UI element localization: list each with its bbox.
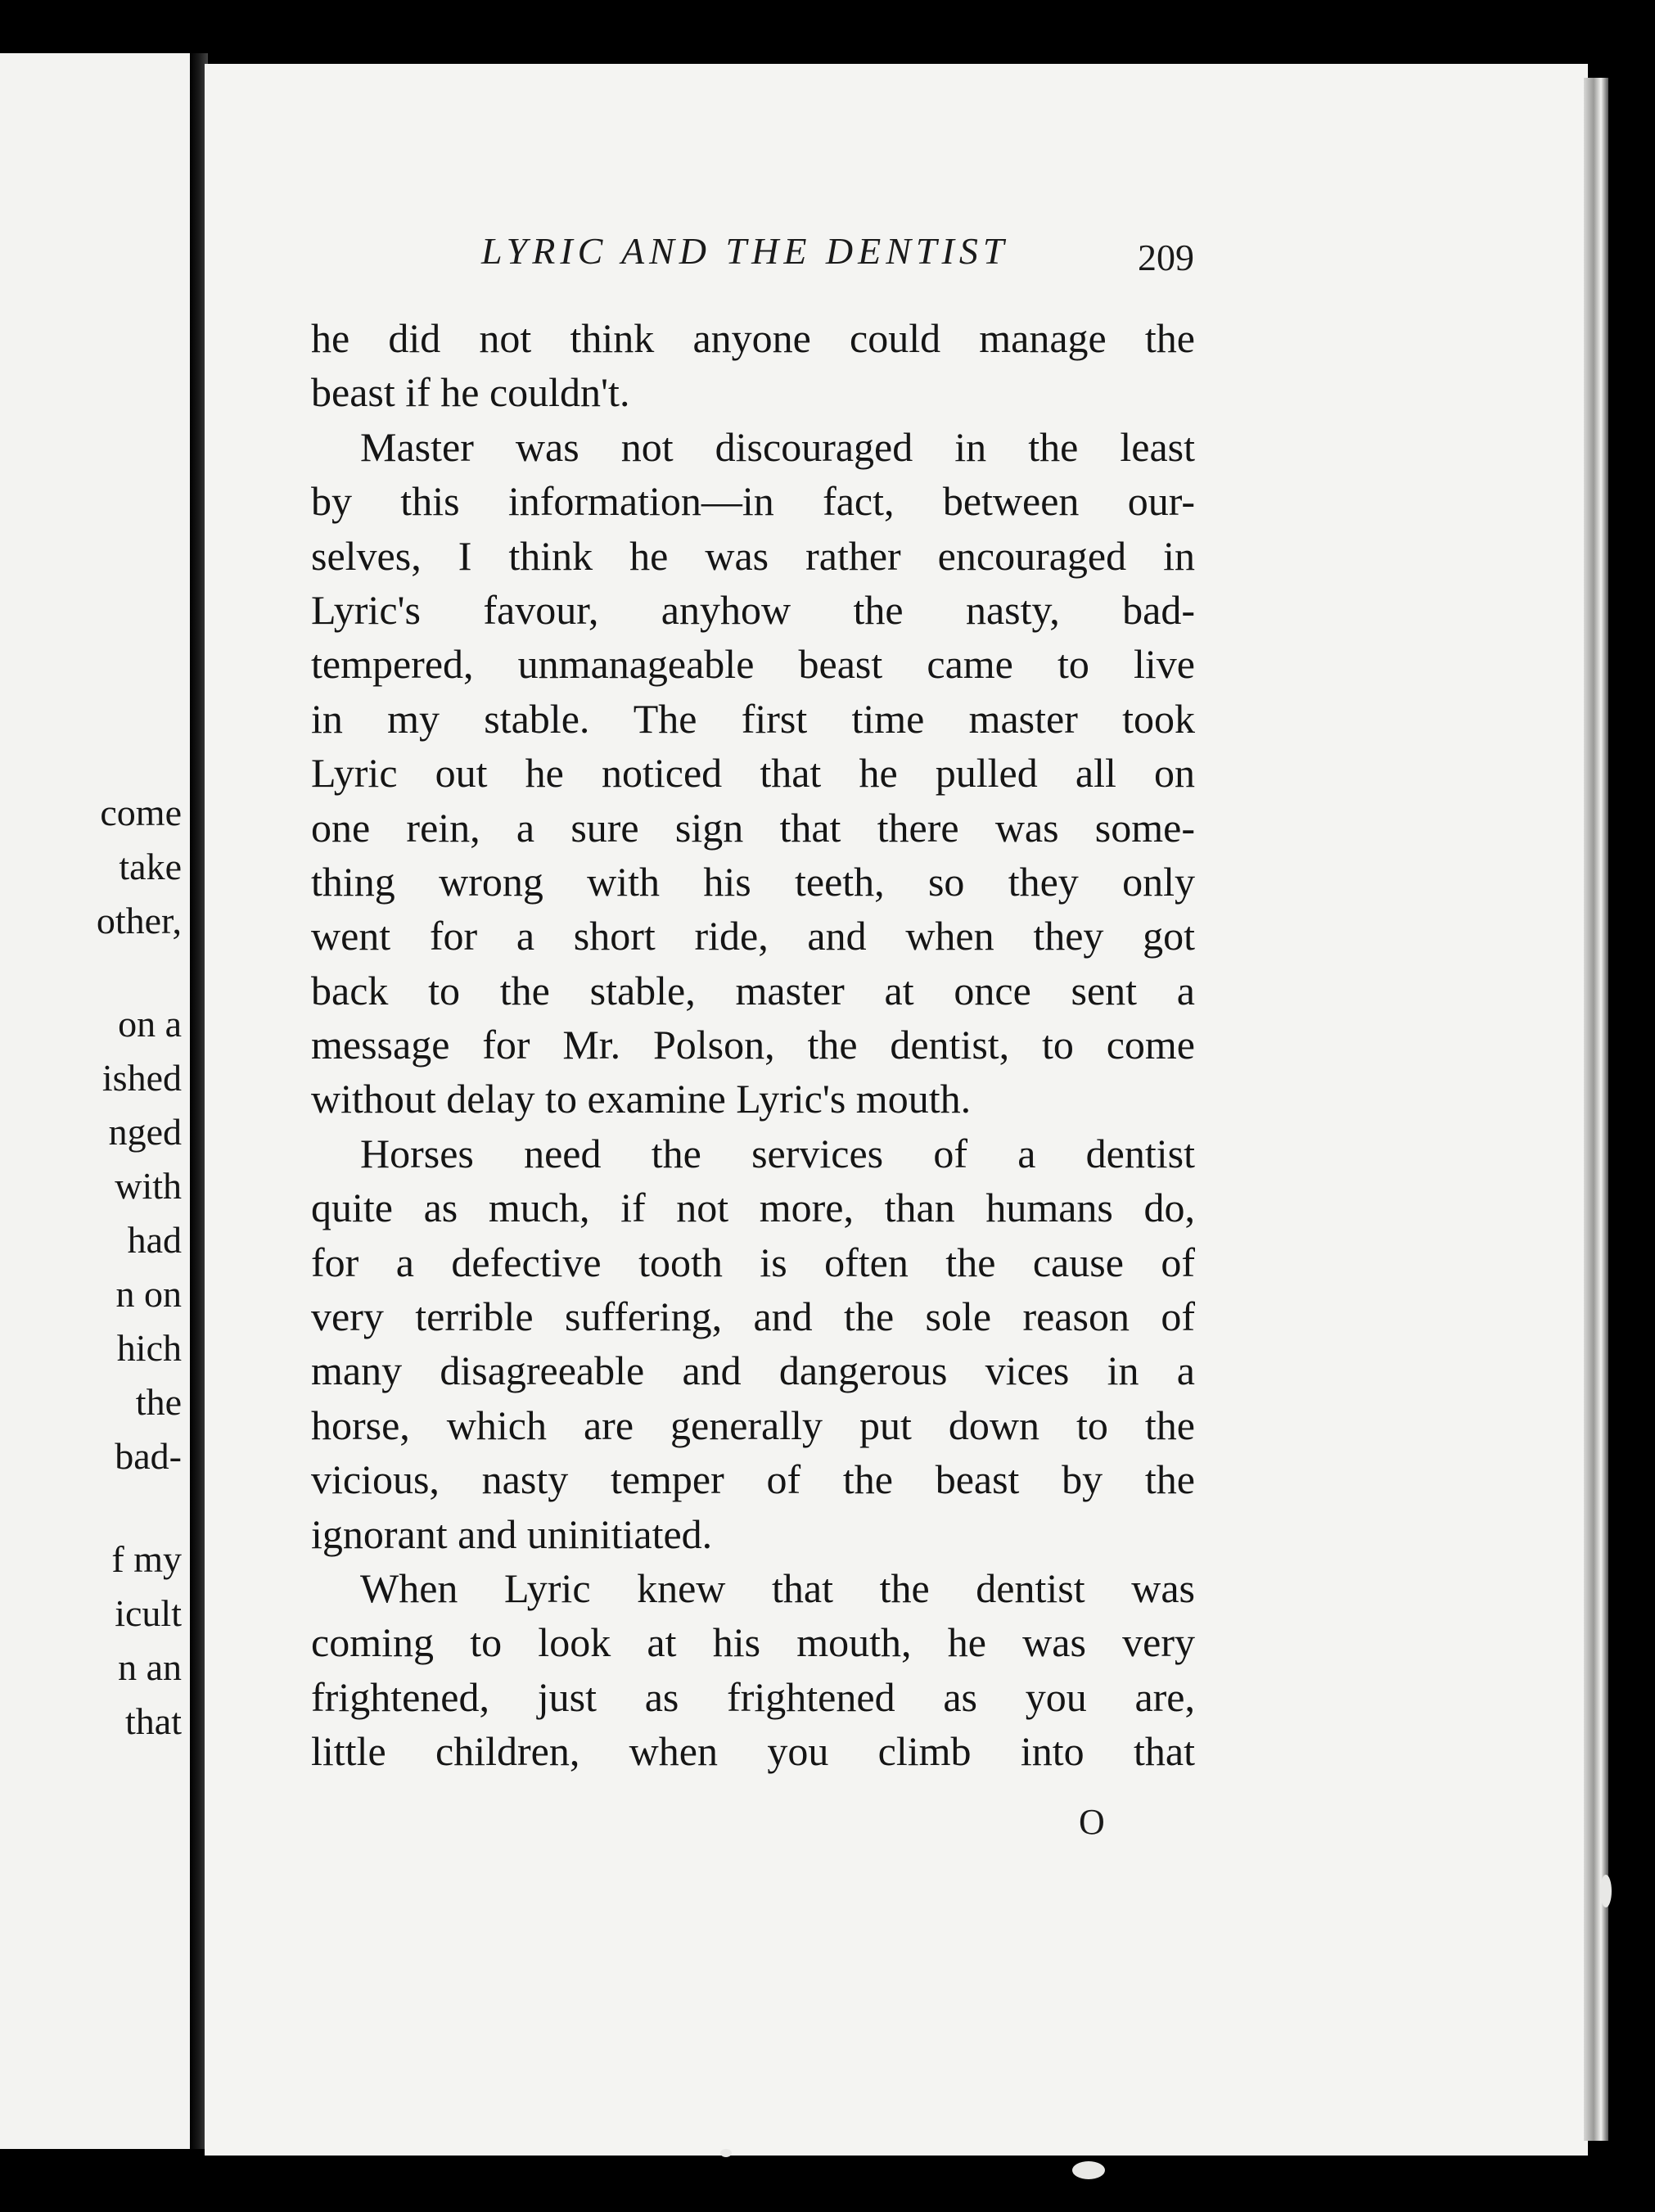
running-head: LYRIC AND THE DENTIST xyxy=(481,230,1009,272)
text-line: he did not think anyone could manage the xyxy=(311,315,1195,361)
text-line: Master was not discouraged in the least xyxy=(360,423,1195,470)
left-facing-page xyxy=(0,53,190,2149)
text-line: by this information—in fact, between our- xyxy=(311,478,1195,525)
text-line: frightened, just as frightened as you are, xyxy=(311,1673,1195,1720)
text-line: Lyric's favour, anyhow the nasty, bad- xyxy=(311,586,1195,633)
text-line: coming to look at his mouth, he was very xyxy=(311,1619,1195,1666)
signature-mark: O xyxy=(1079,1802,1105,1842)
left-text-fragment: nged xyxy=(108,1111,182,1153)
left-text-fragment: other, xyxy=(96,900,182,941)
text-line: quite as much, if not more, than humans do, xyxy=(311,1185,1195,1231)
page-number: 209 xyxy=(1138,237,1194,278)
text-line: one rein, a sure sign that there was some- xyxy=(311,804,1195,851)
left-text-fragment: n on xyxy=(115,1273,182,1315)
text-line: Horses need the services of a dentist xyxy=(360,1130,1195,1176)
text-line: When Lyric knew that the dentist was xyxy=(360,1564,1195,1611)
left-text-fragment xyxy=(97,1483,182,1533)
left-text-fragment xyxy=(97,948,182,997)
text-line: little children, when you climb into that xyxy=(311,1728,1195,1775)
left-text-fragment: n an xyxy=(118,1646,182,1688)
text-line: ignorant and uninitiated. xyxy=(311,1510,713,1557)
left-text-fragment: bad- xyxy=(115,1435,182,1477)
body-text xyxy=(311,311,1195,1779)
left-text-fragment: had xyxy=(127,1219,182,1261)
text-line: Lyric out he noticed that he pulled all on xyxy=(311,750,1195,797)
left-text-fragment: hich xyxy=(116,1327,182,1369)
left-text-fragment: icult xyxy=(115,1592,182,1634)
page-edge xyxy=(1584,78,1608,2141)
text-line: vicious, nasty temper of the beast by the xyxy=(311,1456,1195,1503)
left-text-fragment: the xyxy=(135,1381,182,1423)
left-text-fragment: come xyxy=(100,792,182,833)
left-text-fragment: f my xyxy=(111,1538,182,1580)
left-page-text-fragments xyxy=(97,786,182,1749)
text-line: without delay to examine Lyric's mouth. xyxy=(311,1076,972,1122)
text-line: back to the stable, master at once sent a xyxy=(311,967,1195,1013)
scan-speck xyxy=(1600,1875,1612,1907)
text-line: message for Mr. Polson, the dentist, to come xyxy=(311,1022,1195,1068)
text-line: selves, I think he was rather encouraged in xyxy=(311,532,1195,579)
left-text-fragment: ished xyxy=(101,1057,182,1099)
left-text-fragment: take xyxy=(119,846,182,887)
left-text-fragment: with xyxy=(115,1165,182,1207)
scan-speck xyxy=(720,2149,732,2157)
text-line: beast if he couldn't. xyxy=(311,369,630,416)
text-line: in my stable. The first time master took xyxy=(311,695,1195,742)
scan-speck xyxy=(1072,2161,1105,2179)
text-line: thing wrong with his teeth, so they only xyxy=(311,858,1195,905)
text-line: horse, which are generally put down to the xyxy=(311,1402,1195,1448)
text-line: went for a short ride, and when they got xyxy=(311,913,1195,959)
left-text-fragment: that xyxy=(125,1700,182,1742)
text-line: very terrible suffering, and the sole reason of xyxy=(311,1293,1195,1340)
left-text-fragment: on a xyxy=(118,1003,182,1045)
text-line: for a defective tooth is often the cause of xyxy=(311,1239,1195,1285)
text-line: tempered, unmanageable beast came to live xyxy=(311,641,1195,688)
text-line: many disagreeable and dangerous vices in a xyxy=(311,1348,1195,1394)
